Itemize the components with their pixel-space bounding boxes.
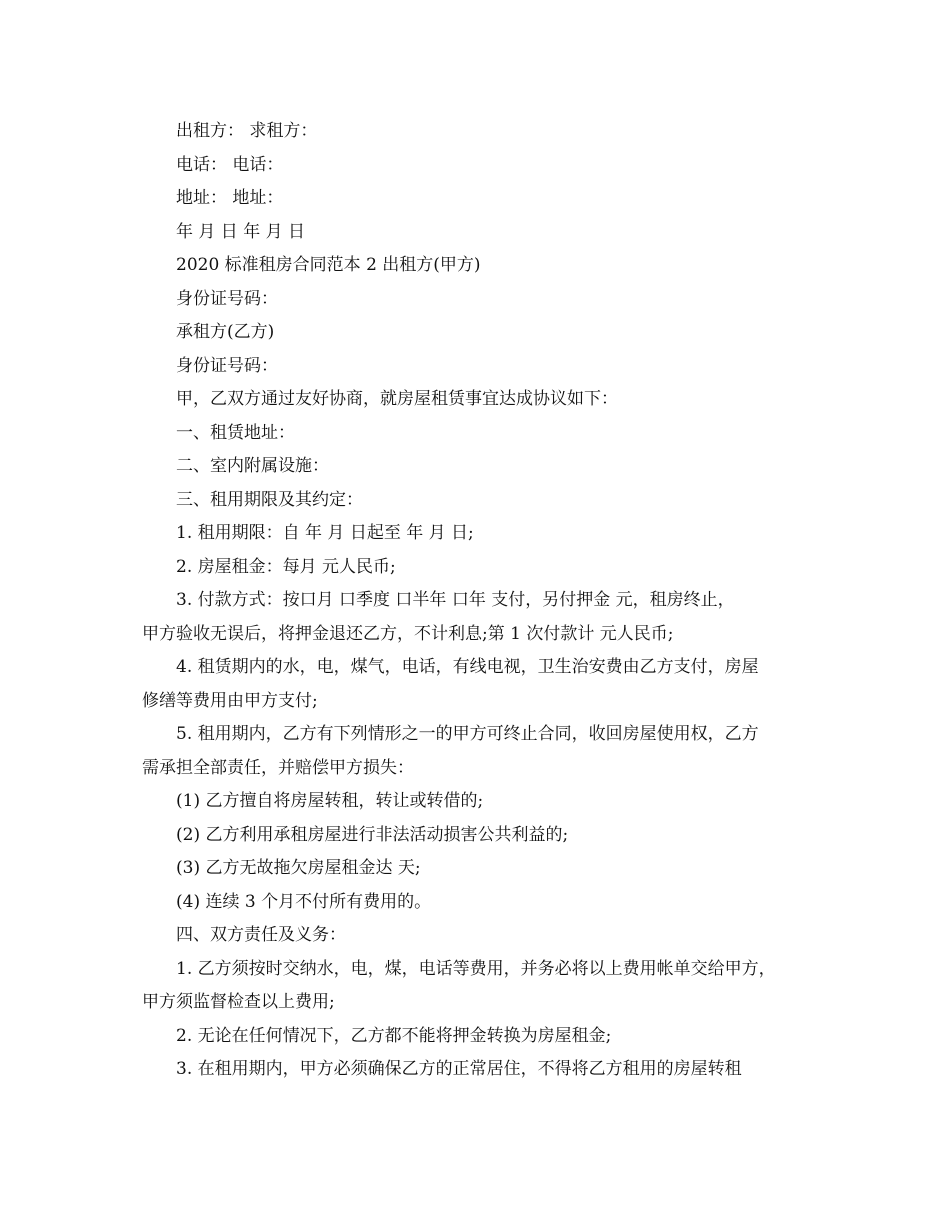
termination-item-1: (1) 乙方擅自将房屋转租，转让或转借的; <box>176 791 484 811</box>
clause-fees-line1: 4. 租赁期内的水，电，煤气，电话，有线电视，卫生治安费由乙方支付，房屋 <box>176 657 759 677</box>
duty-clause-1-line2: 甲方须监督检查以上费用; <box>142 992 335 1012</box>
duty-clause-2: 2. 无论在任何情况下，乙方都不能将押金转换为房屋租金; <box>176 1025 612 1046</box>
termination-item-3: (3) 乙方无故拖欠房屋租金达 天; <box>176 858 421 878</box>
lessor-id-line: 身份证号码： <box>176 288 278 309</box>
duty-clause-1 <box>142 953 822 1020</box>
lessee-id-line: 身份证号码： <box>176 355 278 376</box>
clause-payment <box>142 584 822 651</box>
termination-item-4: (4) 连续 3 个月不付所有费用的。 <box>176 891 432 912</box>
section-heading-duties: 四、双方责任及义务： <box>176 925 346 945</box>
date-line: 年 月 日 年 月 日 <box>176 221 306 242</box>
duty-clause-3: 3. 在租用期内，甲方必须确保乙方的正常居住，不得将乙方租用的房屋转租 <box>176 1059 742 1079</box>
clause-termination-line1: 5. 租用期内，乙方有下列情形之一的甲方可终止合同，收回房屋使用权，乙方 <box>176 724 759 744</box>
lessee-line: 承租方(乙方) <box>176 322 275 342</box>
clause-payment-line2: 甲方验收无误后，将押金退还乙方，不计利息;第 1 次付款计 元人民币; <box>142 623 674 644</box>
lessor-lessee-line: 出租方： 求租方： <box>176 121 318 141</box>
clause-termination-line2: 需承担全部责任，并赔偿甲方损失： <box>142 757 414 778</box>
phone-line: 电话： 电话： <box>176 154 284 175</box>
clause-rent: 2. 房屋租金：每月 元人民币; <box>176 556 396 577</box>
contract-title-line: 2020 标准租房合同范本 2 出租方(甲方) <box>176 255 481 275</box>
clause-fees-line2: 修缮等费用由甲方支付; <box>142 690 318 711</box>
termination-item-2: (2) 乙方利用承租房屋进行非法活动损害公共利益的; <box>176 824 569 845</box>
agreement-intro: 甲，乙双方通过友好协商，就房屋租赁事宜达成协议如下： <box>176 389 618 409</box>
duty-clause-1-line1: 1. 乙方须按时交纳水，电，煤，电话等费用，并务必将以上费用帐单交给甲方， <box>176 958 776 979</box>
clause-termination <box>142 718 822 785</box>
section-heading-term: 三、租用期限及其约定： <box>176 489 363 510</box>
clause-term: 1. 租用期限：自 年 月 日起至 年 月 日; <box>176 523 474 543</box>
section-heading-facilities: 二、室内附属设施： <box>176 456 329 476</box>
clause-payment-line1: 3. 付款方式：按口月 口季度 口半年 口年 支付，另付押金 元，租房终止， <box>176 590 735 610</box>
section-heading-address: 一、租赁地址： <box>176 422 295 443</box>
contract-text <box>142 115 822 1087</box>
clause-fees <box>142 651 822 718</box>
address-line: 地址： 地址： <box>176 188 284 208</box>
